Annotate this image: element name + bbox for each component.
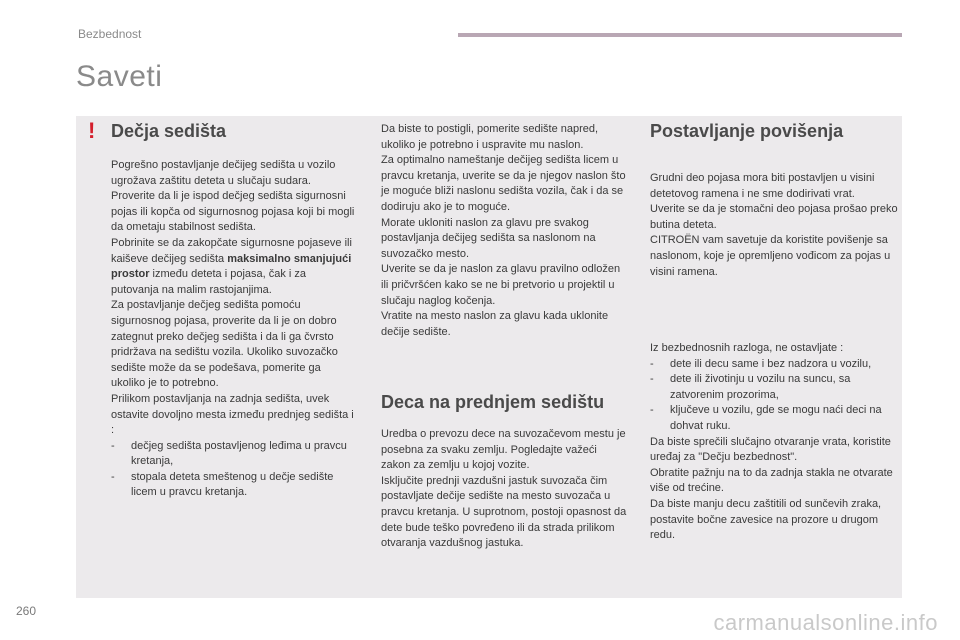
paragraph: Prilikom postavljanja na zadnja sedišta, uvek ostavite dovoljno mesta između prednjeg sedišta i : [111, 392, 354, 437]
paragraph: Za optimalno nameštanje dečijeg sedišta licem u pravcu kretanja, uverite se da je njegov naslon što je moguće bliži naslonu sedišta vozila, čak i da se dodiruju ako je to moguće. [381, 154, 626, 213]
list-item: - dete ili decu same i bez nadzora u vozilu, [650, 357, 872, 370]
paragraph: Obratite pažnju na to da zadnja stakla ne otvarate više od trećine. [650, 466, 893, 495]
list-item: - ključeve u vozilu, gde se mogu naći deci na dohvat ruku. [650, 404, 882, 432]
paragraph: Proverite da li je ispod dečjeg sedišta sigurnosni pojas ili kopča od sigurnosnog pojasa koji bi mogli da ometaju stabilnost sedišta. [111, 190, 355, 234]
paragraph: Pogrešno postavljanje dečijeg sedišta u vozilo ugrožava zaštitu deteta u slučaju sudara. [111, 159, 336, 187]
paragraph: Isključite prednji vazdušni jastuk suvozača čim postavljate dečije sedište na mesto suvozača u pravcu kretanja. U suprotnom, postoji opasnost da dete bude teško povređeno ili da strada prilikom otvaranja vazdušnog jastuka. [381, 474, 627, 550]
header-section-label: Bezbednost [78, 27, 142, 41]
list-item: - stopala deteta smeštenog u dečje sedište licem u pravcu kretanja. [111, 470, 334, 499]
paragraph: Morate ukloniti naslon za glavu pre svakog postavljanja dečijeg sedišta sa naslonom na suvozačko mesto. [381, 216, 596, 260]
page-title: Saveti [76, 60, 163, 93]
paragraph: Da biste manju decu zaštitili od sunčevih zraka, postavite bočne zavesice na prozore u drugom redu. [650, 497, 882, 542]
paragraph: Za postavljanje dečjeg sedišta pomoću sigurnosnog pojasa, proverite da li je on dobro zategnut preko dečjeg sedišta i da li ga čvrsto pridržava na sedištu vozila. Ukoliko suvozačko sedište može da se podešava, pomerite ga ukoliko je to potrebno. [111, 299, 338, 390]
list-item: - dete ili životinju u vozilu na suncu, sa zatvorenim prozorima, [650, 373, 851, 401]
right-column-lower [650, 341, 900, 544]
paragraph: Vratite na mesto naslon za glavu kada uklonite dečije sedište. [381, 310, 609, 338]
paragraph: Uverite se da je naslon za glavu pravilno odložen ili pričvršćen kako se ne bi pretvorio u projektil u slučaju naglog kočenja. [381, 263, 621, 307]
section-title-child-seats: Dečja sedišta [111, 121, 227, 141]
middle-column-lower [381, 427, 629, 552]
emphasis-text: maksimalno smanjujući prostor [111, 252, 352, 281]
paragraph: Uverite se da je stomačni deo pojasa prošao preko butina deteta. [650, 203, 898, 231]
paragraph: Grudni deo pojasa mora biti postavljen u visini detetovog ramena i ne sme dodirivati vrat. [650, 172, 875, 200]
warning-icon: ! [88, 118, 96, 143]
list-item: - dečjeg sedišta postavljenog leđima u pravcu kretanja, [111, 439, 347, 468]
middle-column [381, 122, 629, 340]
paragraph: Uredba o prevozu dece na suvozačevom mestu je posebna za svaku zemlju. Pogledajte važeći zakon za zemlju u kojoj vozite. [381, 428, 626, 472]
paragraph: CITROËN vam savetuje da koristite povišenje sa naslonom, koje je opremljeno vođicom za pojas u visini ramena. [650, 234, 891, 278]
left-column [111, 158, 356, 501]
paragraph: Pobrinite se da zakopčate sigurnosne pojaseve ili kaiševe dečijeg sedišta maksimalno smanjujući prostor između deteta i pojasa, čak i za putovanja na malim rastojanjima. [111, 236, 352, 296]
section-title-booster: Postavljanje povišenja [650, 121, 844, 141]
section-title-front-seat: Deca na prednjem sedištu [381, 392, 605, 412]
watermark-text: carmanualsonline.info [713, 610, 938, 635]
page-number: 260 [16, 604, 37, 618]
paragraph: Da biste to postigli, pomerite sedište napred, ukoliko je potrebno i uspravite mu naslon. [381, 123, 599, 151]
right-column-upper [650, 171, 900, 280]
header-divider-bar [458, 33, 902, 37]
paragraph: Da biste sprečili slučajno otvaranje vrata, koristite uređaj za "Dečju bezbednost". [650, 435, 891, 464]
paragraph: Iz bezbednosnih razloga, ne ostavljate : [650, 342, 844, 354]
